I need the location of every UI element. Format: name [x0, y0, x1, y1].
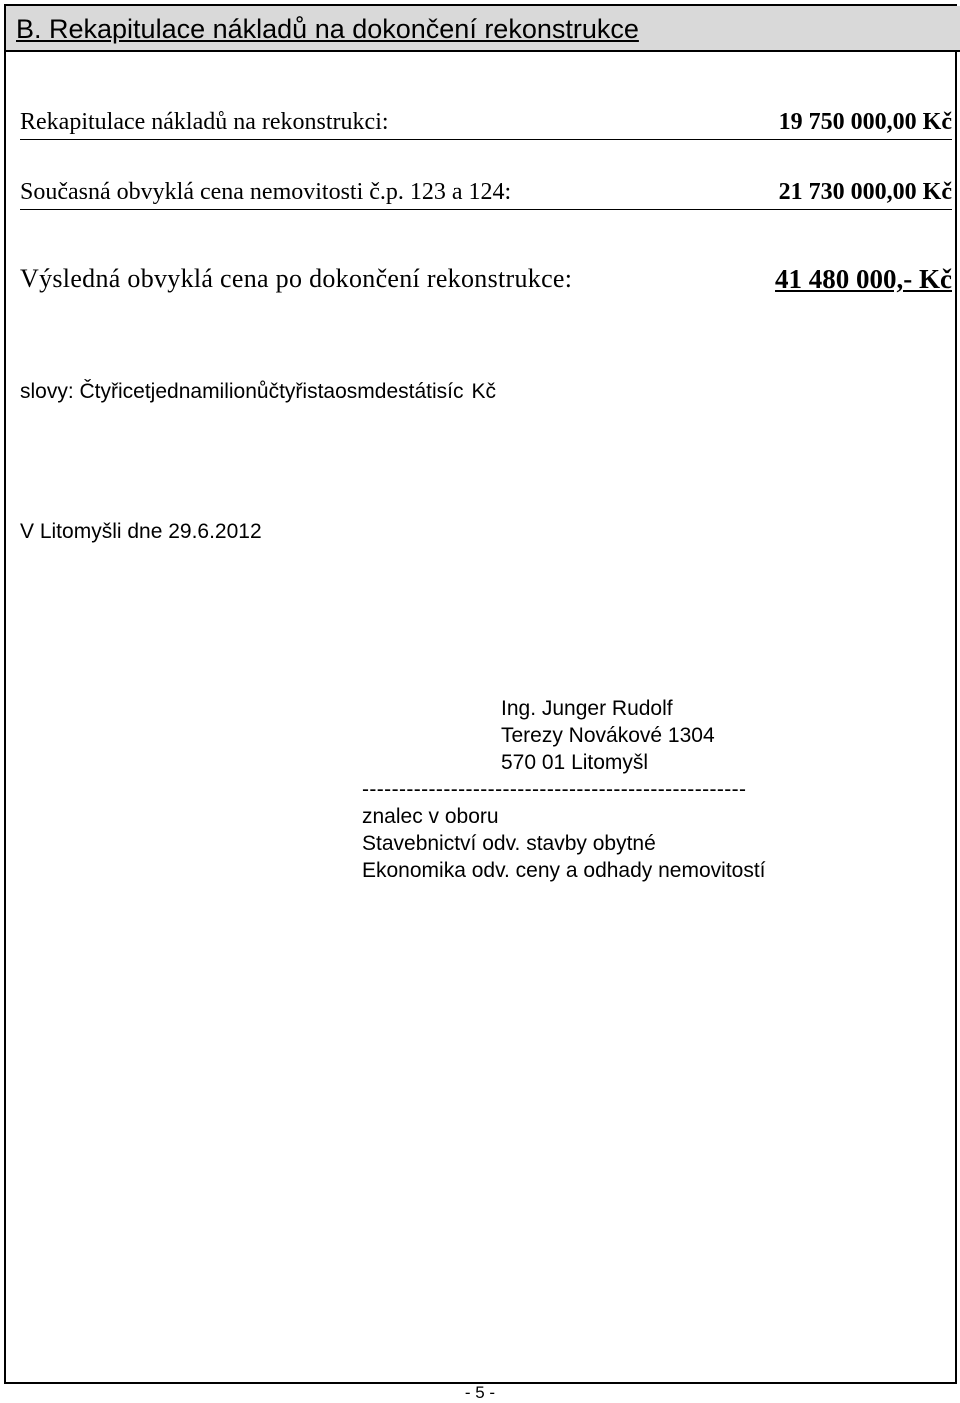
expert-field-1: Stavebnictví odv. stavby obytné — [362, 832, 656, 855]
result-price-label: Výsledná obvyklá cena po dokončení rekonstrukce: — [20, 264, 573, 293]
cost-summary-label: Rekapitulace nákladů na rekonstrukci: — [20, 109, 389, 135]
amount-in-words-currency: Kč — [471, 380, 496, 403]
page-frame — [4, 4, 957, 1384]
signature-block — [362, 695, 766, 884]
amount-in-words — [20, 380, 496, 404]
page-number: - 5 - — [464, 1383, 496, 1402]
cost-summary-row — [20, 101, 952, 140]
current-price-value: 21 730 000,00 Kč — [778, 179, 952, 205]
current-price-label: Současná obvyklá cena nemovitosti č.p. 123 a 124: — [20, 179, 512, 205]
result-price-value: 41 480 000,- Kč — [775, 264, 952, 294]
signature-separator: ---------------------------------------------------- — [362, 778, 747, 801]
expert-name: Ing. Junger Rudolf — [501, 697, 673, 720]
result-price-row — [20, 264, 952, 304]
expert-role: znalec v oboru — [362, 805, 499, 828]
section-title: B. Rekapitulace nákladů na dokončení rekonstrukce — [16, 14, 639, 44]
current-price-row — [20, 171, 952, 210]
expert-city: 570 01 Litomyšl — [501, 751, 649, 774]
place-and-date: V Litomyšli dne 29.6.2012 — [20, 520, 262, 543]
section-heading — [6, 6, 960, 52]
cost-summary-value: 19 750 000,00 Kč — [778, 109, 952, 135]
amount-in-words-text: slovy: Čtyřicetjednamilionůčtyřistaosmdestátisíc — [20, 380, 464, 403]
expert-field-2: Ekonomika odv. ceny a odhady nemovitostí — [362, 859, 766, 882]
expert-street: Terezy Novákové 1304 — [501, 724, 715, 747]
